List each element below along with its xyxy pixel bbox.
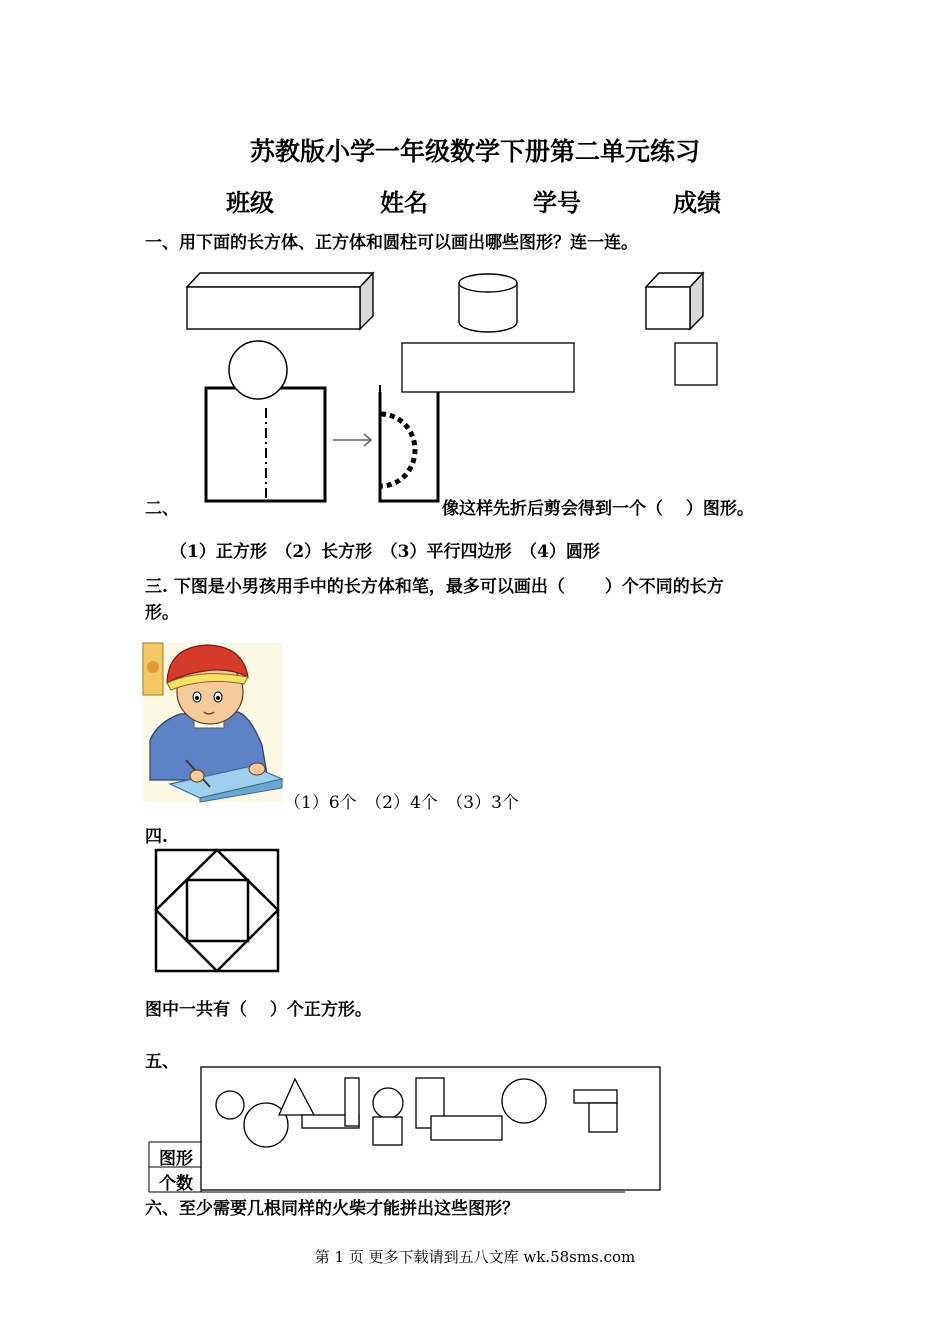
question-4-number: 四.	[145, 827, 168, 847]
question-2-options: （1）正方形 （2）长方形 （3）平行四边形 （4）圆形	[170, 542, 600, 562]
question-2-number: 二、	[145, 499, 179, 519]
circle-shape	[229, 341, 287, 399]
fold-arrow-icon	[333, 434, 371, 446]
question-4-text: 图中一共有（ ）个正方形。	[145, 1000, 372, 1020]
question-6-text: 六、至少需要几根同样的火柴才能拼出这些图形？	[145, 1199, 519, 1219]
square-shape	[675, 343, 717, 385]
boy-drawing-picture	[143, 643, 282, 802]
folded-paper	[380, 385, 438, 501]
question-1-text: 一、用下面的长方体、正方体和圆柱可以画出哪些图形？连一连。	[145, 233, 638, 253]
name-field-label: 姓名	[380, 188, 428, 217]
table-header-shape: 图形	[159, 1149, 193, 1169]
cube-figure	[646, 273, 703, 329]
page-footer: 第 1 页 更多下载请到五八文库 wk.58sms.com	[314, 1248, 636, 1266]
score-field-label: 成绩	[673, 188, 721, 217]
shapes-box	[201, 1067, 660, 1190]
cylinder-figure	[459, 274, 517, 332]
table-header-count: 个数	[159, 1174, 193, 1194]
question-3-options: （1）6个 （2）4个 （3）3个	[284, 793, 519, 813]
question-2-text: 像这样先折后剪会得到一个（ ）图形。	[442, 499, 754, 519]
student-id-field-label: 学号	[533, 188, 581, 217]
page-title: 苏教版小学一年级数学下册第二单元练习	[249, 137, 700, 166]
question-5-number: 五、	[145, 1052, 179, 1072]
question-3-text-line1: 三. 下图是小男孩用手中的长方体和笔，最多可以画出（ ）个不同的长方	[145, 577, 724, 597]
cuboid-figure	[187, 273, 373, 329]
question-3-text-line2: 形。	[145, 603, 179, 623]
rectangle-shape	[402, 343, 574, 392]
nested-squares-figure	[156, 850, 278, 971]
class-field-label: 班级	[226, 188, 274, 217]
fold-paper-square	[206, 388, 325, 501]
